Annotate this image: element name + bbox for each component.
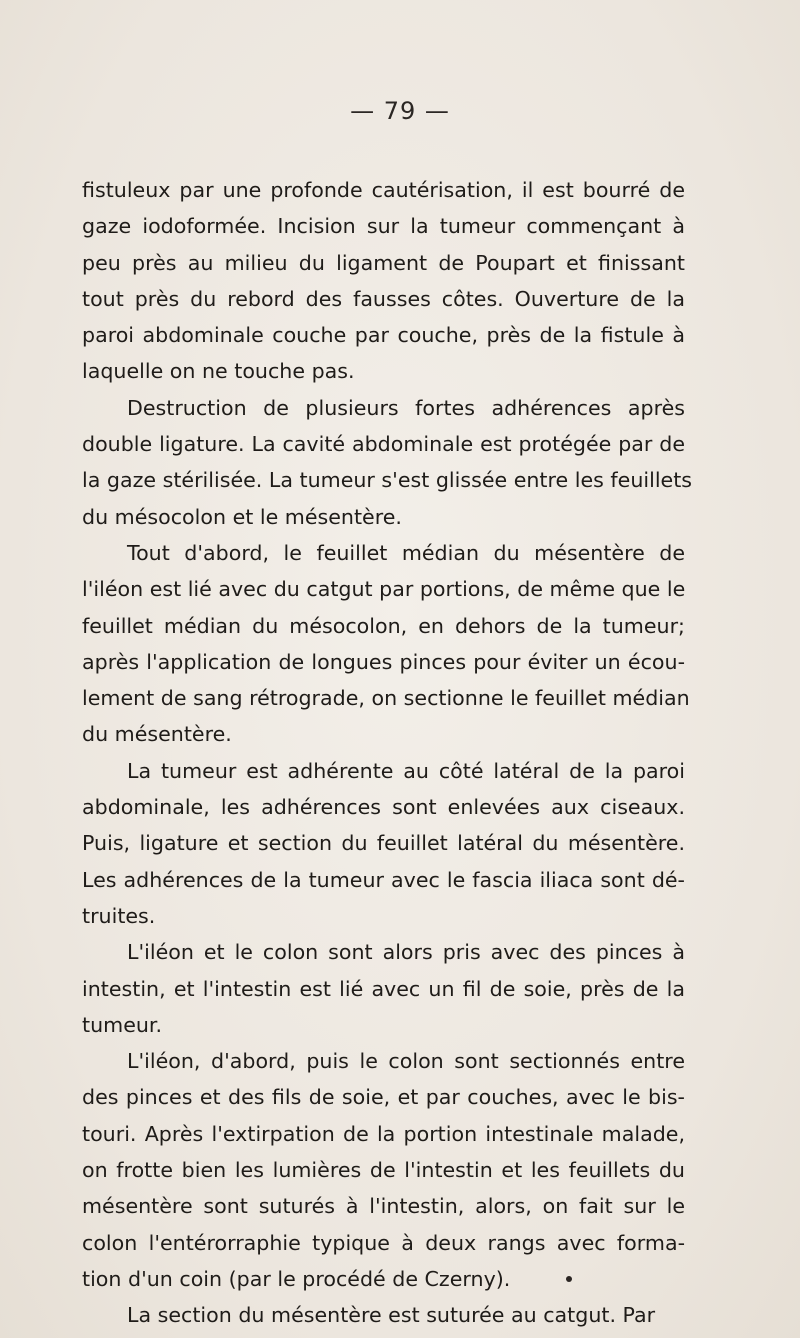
text-line: colon l'entérorraphie typique à deux rangs avec forma- (82, 1230, 685, 1255)
text-line: peu près au milieu du ligament de Poupart et finissant (82, 250, 685, 275)
text-line: L'iléon et le colon sont alors pris avec des pinces à (127, 940, 685, 965)
page-number: — 79 — (350, 97, 450, 125)
text-line: abdominale, les adhérences sont enlevées aux ciseaux. (82, 795, 685, 820)
text-line: L'iléon, d'abord, puis le colon sont sectionnés entre (127, 1049, 685, 1074)
body-text (82, 172, 693, 1334)
text-line: Destruction de plusieurs fortes adhérences après (127, 395, 685, 420)
text-line: lement de sang rétrograde, on sectionne le feuillet médian (82, 686, 690, 711)
text-line: intestin, et l'intestin est lié avec un fil de soie, près de la (82, 976, 685, 1001)
text-line: du mésocolon et le mésentère. (82, 504, 402, 529)
text-line: Puis, ligature et section du feuillet latéral du mésentère. (82, 831, 685, 856)
text-line: on frotte bien les lumières de l'intestin et les feuillets du (82, 1158, 685, 1183)
text-line: tumeur. (82, 1012, 163, 1037)
text-line: Les adhérences de la tumeur avec le fascia iliaca sont dé- (82, 867, 685, 892)
text-line: après l'application de longues pinces pour éviter un écou- (82, 649, 685, 674)
text-line: feuillet médian du mésocolon, en dehors de la tumeur; (82, 613, 685, 638)
text-line: l'iléon est lié avec du catgut par portions, de même que le (82, 577, 686, 602)
text-line: des pinces et des fils de soie, et par couches, avec le bis- (82, 1085, 685, 1110)
text-line: touri. Après l'extirpation de la portion intestinale malade, (82, 1121, 685, 1146)
text-line: la gaze stérilisée. La tumeur s'est glissée entre les feuillets (82, 468, 693, 493)
text-line: La section du mésentère est suturée au catgut. Par (127, 1303, 656, 1328)
text-line: Tout d'abord, le feuillet médian du mésentère de (127, 540, 685, 565)
text-line: truites. (82, 903, 156, 928)
ink-speck (566, 1276, 572, 1282)
text-line: gaze iodoformée. Incision sur la tumeur commençant à (82, 214, 685, 239)
text-line: La tumeur est adhérente au côté latéral de la paroi (127, 758, 685, 783)
text-line: tout près du rebord des fausses côtes. Ouverture de la (82, 286, 685, 311)
text-line: laquelle on ne touche pas. (82, 359, 355, 384)
text-line: du mésentère. (82, 722, 232, 747)
text-line: tion d'un coin (par le procédé de Czerny). (82, 1266, 511, 1291)
text-line: double ligature. La cavité abdominale est protégée par de (82, 432, 685, 457)
text-line: paroi abdominale couche par couche, près de la fistule à (82, 323, 685, 348)
text-line: fistuleux par une profonde cautérisation, il est bourré de (82, 178, 685, 202)
text-line: mésentère sont suturés à l'intestin, alors, on fait sur le (82, 1194, 685, 1219)
